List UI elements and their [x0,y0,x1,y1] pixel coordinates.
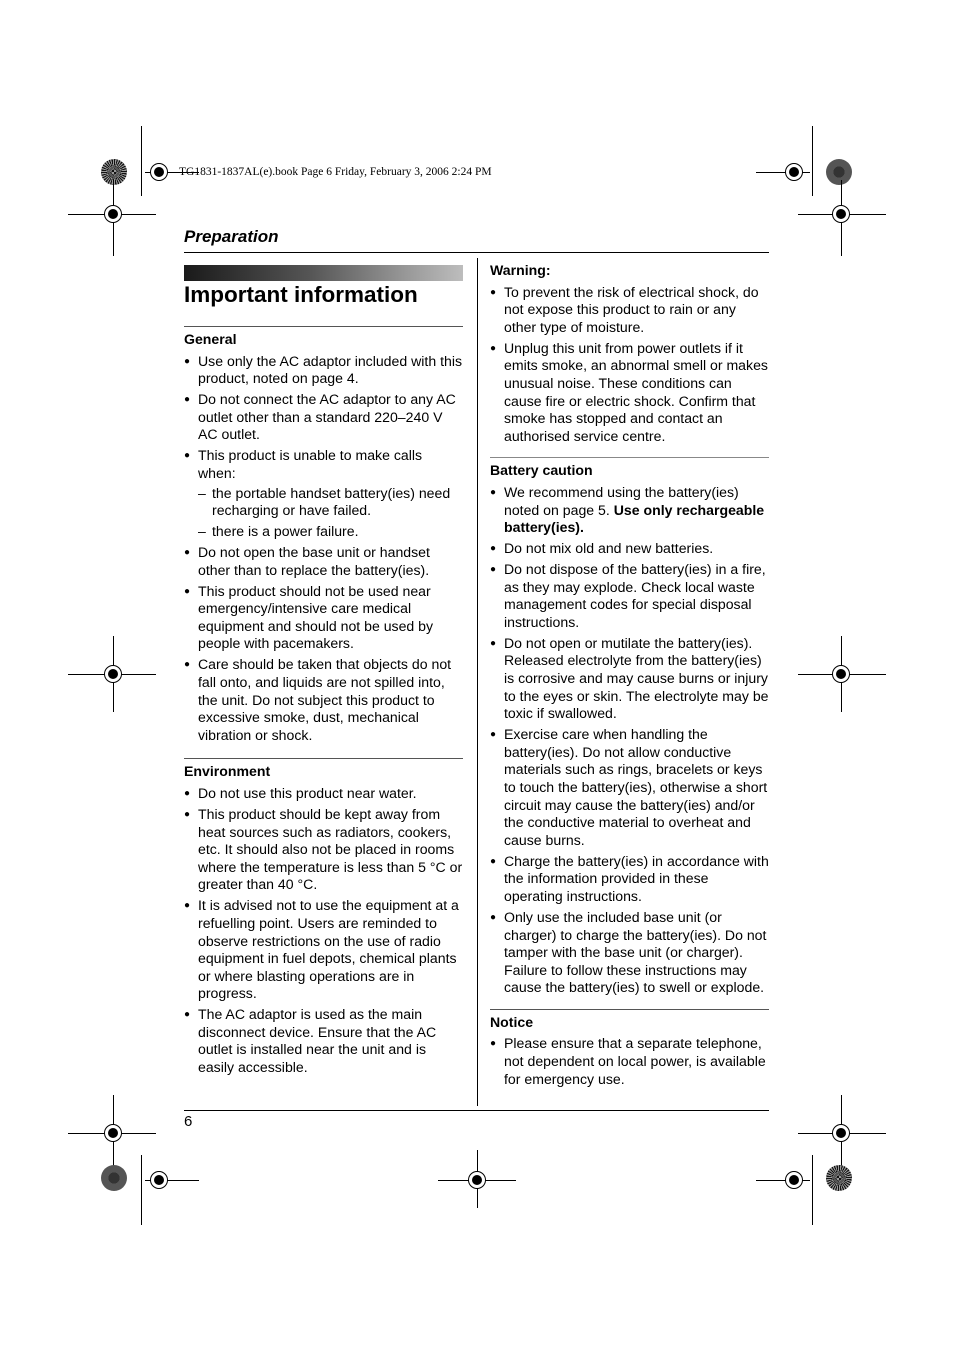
list-item: ● This product should not be used near emergency/intensive care medical equipment and should not be used by people with pacemakers. [184,583,463,653]
battery-caution-heading: Battery caution [490,462,593,479]
list-item-emphasis: Use only rechargeable battery(ies). [504,501,765,536]
left-column [184,326,463,1080]
list-item: ● It is advised not to use the equipment at a refuelling point. Users are reminded to observe restrictions on the use of radio equipment in fuel depots, chemical plants or where blasting operations are in progress. [184,897,463,1003]
list-item-text: We recommend using the battery(ies) noted on page 5. [504,483,739,518]
list-item: ● Do not connect the AC adaptor to any AC outlet other than a standard 220–240 V AC outlet. [184,391,463,444]
general-section [184,326,463,744]
general-list [184,353,463,745]
list-item: ● Use only the AC adaptor included with this product, noted on page 4. [184,353,463,388]
right-column [490,258,769,1092]
color-calibration-mark [826,159,852,185]
section-title: Preparation [184,227,279,246]
list-item: ● Care should be taken that objects do not fall onto, and liquids are not spilled into, the unit. Do not subject this product to excessive smoke, dust, mechanical vibration or shock. [184,656,463,744]
environment-heading: Environment [184,763,271,780]
section-rule [490,1009,769,1010]
notice-section [490,1009,769,1088]
environment-section [184,758,463,1076]
page-number: 6 [184,1113,193,1130]
color-calibration-mark [101,159,127,185]
warning-heading: Warning: [490,262,551,278]
list-item [490,484,769,537]
list-item-text: This product is unable to make calls when: [198,447,423,481]
column-divider [477,258,478,1106]
page-heading: Important information [184,282,418,307]
header-rule [184,252,769,253]
list-item [184,447,463,540]
list-item: ● To prevent the risk of electrical shock, do not expose this product to rain or any other type of moisture. [490,284,769,337]
color-calibration-mark [826,1165,852,1191]
general-heading: General [184,331,237,347]
color-calibration-mark [101,1165,127,1191]
notice-heading: Notice [490,1013,534,1030]
footer-rule [184,1110,769,1111]
environment-list [184,785,463,1077]
battery-caution-section [490,457,769,997]
list-item: ● Please ensure that a separate telephone, not dependent on local power, is available for emergency use. [490,1035,769,1088]
list-item: ● Do not mix old and new batteries. [490,540,769,558]
list-item: ● Do not use this product near water. [184,785,463,803]
battery-caution-list [490,484,769,997]
sub-list [198,485,463,541]
list-item: ● Do not open the base unit or handset other than to replace the battery(ies). [184,544,463,579]
section-rule [184,326,463,327]
list-item: ● This product should be kept away from heat sources such as radiators, cookers, etc. It should also not be placed in rooms where the temperature is less than 5 °C or greater than 40 °C. [184,806,463,894]
warning-section [490,262,769,445]
sub-list-item: – there is a power failure. [198,523,463,541]
warning-list [490,284,769,446]
heading-decoration-bar [184,265,463,281]
list-item: ● The AC adaptor is used as the main disconnect device. Ensure that the AC outlet is installed near the unit and is easily accessible. [184,1006,463,1076]
list-item: ● Do not open or mutilate the battery(ies). Released electrolyte from the battery(ies) is corrosive and may cause burns or injury to the eyes or skin. The electrolyte may be toxic if swallowed. [490,635,769,723]
list-item: ● Unplug this unit from power outlets if it emits smoke, an abnormal smell or makes unusual noise. These conditions can cause fire or electric shock. Confirm that smoke has stopped and contact an authorised service centre. [490,340,769,446]
list-item: ● Do not dispose of the battery(ies) in a fire, as they may explode. Check local waste management codes for special disposal instructions. [490,561,769,631]
section-rule [184,758,463,759]
list-item: ● Only use the included base unit (or charger) to charge the battery(ies). Do not tamper with the base unit (or charger). Failure to follow these instructions may cause the battery(ies) to swell or explode. [490,909,769,997]
list-item: ● Exercise care when handling the battery(ies). Do not allow conductive materials such as rings, bracelets or keys to touch the battery(ies), otherwise a short circuit may cause the battery(ies) and/or the conductive material to overheat and cause burns. [490,726,769,849]
print-file-header: TG1831-1837AL(e).book Page 6 Friday, February 3, 2006 2:24 PM [179,166,492,178]
sub-list-item: – the portable handset battery(ies) need recharging or have failed. [198,485,463,520]
section-rule [490,457,769,458]
list-item: ● Charge the battery(ies) in accordance with the information provided in these operating instructions. [490,853,769,906]
notice-list [490,1035,769,1088]
